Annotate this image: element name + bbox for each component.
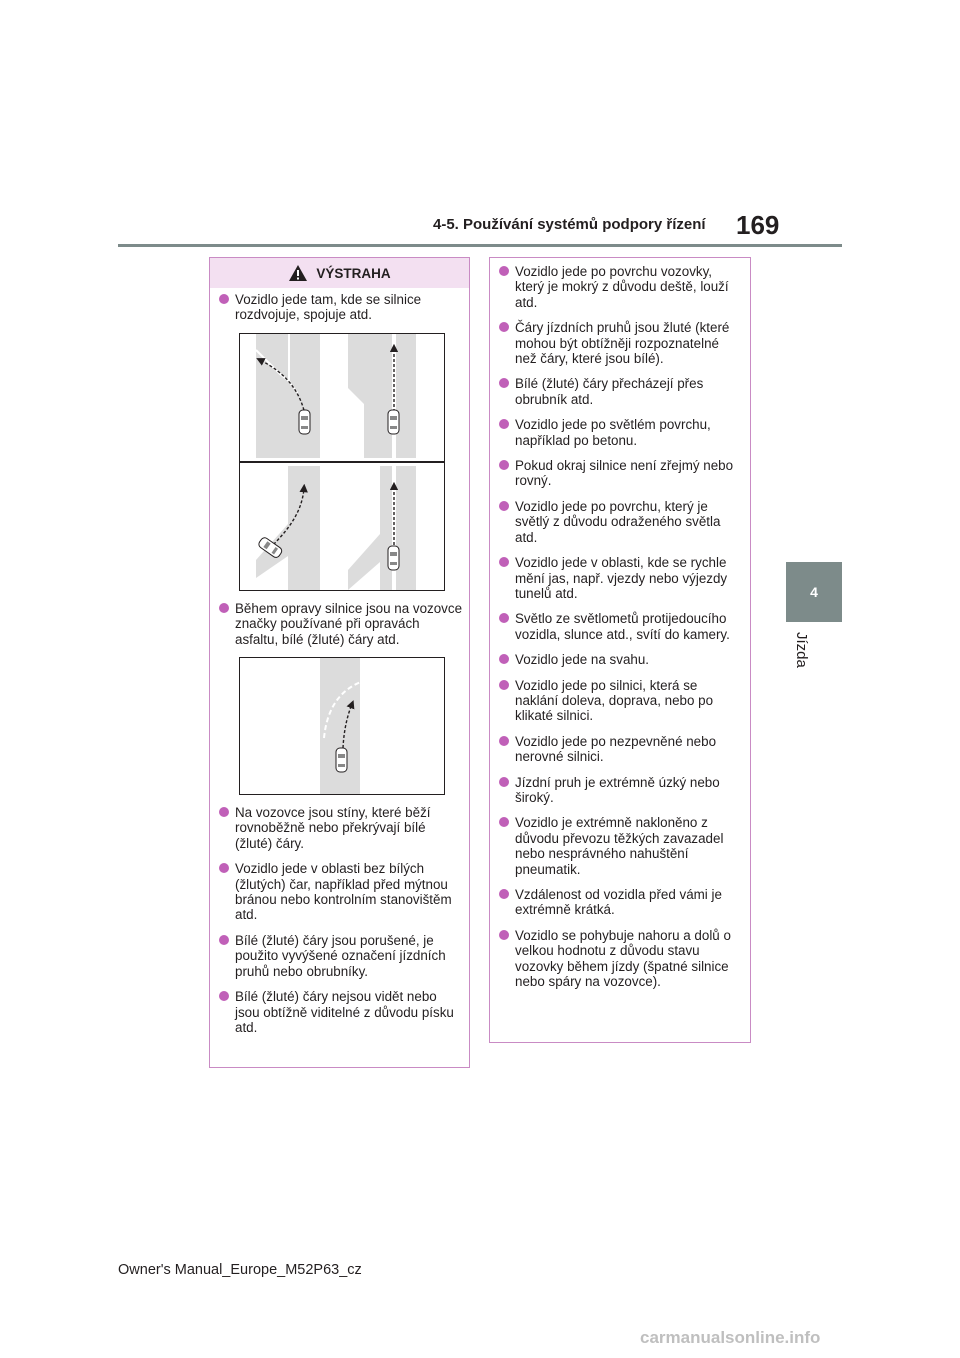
list-item (496, 499, 744, 545)
list-item-text: Vozidlo se pohybuje nahoru a dolů o velkou hodnotu z důvodu stavu vozovky během jízdy (špatné silnice nebo spáry na vozovce). (515, 927, 731, 990)
list-item (496, 887, 744, 918)
bullet-icon (499, 777, 509, 787)
list-item-text: Vozidlo je extrémně nakloněno z důvodu převozu těžkých zavazadel nebo nesprávného nahuštění pneumatik. (515, 815, 724, 877)
list-item (496, 264, 744, 310)
list-item-text: Světlo ze světlometů protijedoucího vozidla, slunce atd., svítí do kamery. (515, 611, 730, 642)
list-item-text: Čáry jízdních pruhů jsou žluté (které mohou být obtížněji rozpoznatelné než čáry, které jsou bílé). (515, 320, 730, 367)
bullet-icon (499, 680, 509, 690)
list-item-text: Během opravy silnice jsou na vozovce značky používané při opravách asfaltu, bílé (žluté) čáry atd. (235, 600, 463, 647)
list-item-text: Vozidlo jede po povrchu, který je světlý z důvodu odraženého světla atd. (515, 498, 721, 545)
list-item-text: Vozidlo jede v oblasti, kde se rychle mění jas, např. vjezdy nebo výjezdy tunelů atd. (515, 555, 728, 601)
list-item (496, 458, 744, 489)
list-item-text: Vozidlo jede po silnici, která se naklání doleva, doprava, nebo po klikaté silnici. (515, 677, 714, 724)
footer-text: Owner's Manual_Europe_M52P63_cz (118, 1262, 362, 1278)
bullet-icon (499, 613, 509, 623)
bullet-icon (499, 557, 509, 567)
list-item (216, 292, 462, 323)
page-number: 169 (736, 210, 780, 240)
list-item (496, 928, 744, 990)
list-item (496, 611, 744, 642)
car-icon (388, 546, 399, 570)
repair-marks-illustration (239, 657, 445, 795)
bullet-icon (499, 266, 509, 276)
list-item (496, 376, 744, 407)
list-item-text: Vozidlo jede tam, kde se silnice rozdvojuje, spojuje atd. (235, 292, 422, 323)
bullet-icon (219, 603, 229, 613)
car-icon (388, 410, 399, 434)
list-item (496, 678, 744, 724)
watermark: carmanualsonline.info (640, 1328, 821, 1347)
bullet-icon (219, 935, 229, 945)
bullet-icon (499, 654, 509, 664)
list-item (216, 989, 462, 1035)
warning-box-left (209, 257, 470, 1068)
list-item (496, 417, 744, 448)
list-item-text: Jízdní pruh je extrémně úzký nebo široký. (515, 774, 720, 805)
list-item (216, 805, 462, 851)
list-item-text: Na vozovce jsou stíny, které běží rovnoběžně nebo překrývají bílé (žluté) čáry. (235, 805, 431, 851)
car-icon (299, 410, 310, 434)
list-item-text: Pokud okraj silnice není zřejmý nebo rovný. (515, 458, 734, 489)
warning-triangle-icon (288, 264, 308, 282)
bullet-icon (499, 460, 509, 470)
bullet-icon (499, 817, 509, 827)
bullet-icon (219, 991, 229, 1001)
list-item (496, 815, 744, 877)
list-item (496, 555, 744, 601)
list-item-text: Bílé (žluté) čáry přecházejí přes obrubník atd. (515, 376, 704, 407)
header-divider (118, 244, 842, 247)
list-item-text: Vozidlo jede po světlém povrchu, například po betonu. (515, 417, 711, 448)
warning-header (210, 258, 469, 288)
car-icon (336, 748, 347, 772)
list-item (216, 861, 462, 923)
warning-title: VÝSTRAHA (316, 265, 391, 281)
bullet-icon (499, 889, 509, 899)
list-item (216, 933, 462, 979)
list-item (496, 652, 744, 667)
list-item-text: Vozidlo jede v oblasti bez bílých (žlutých) čar, například před mýtnou bránou nebo kontrolním stanovištěm atd. (235, 861, 452, 923)
list-item-text: Vozidlo jede po nezpevněné nebo nerovné silnici. (515, 733, 717, 765)
list-item (496, 320, 744, 366)
list-item (496, 775, 744, 806)
list-item (496, 734, 744, 765)
bullet-icon (499, 736, 509, 746)
road-split-merge-illustration (239, 333, 445, 591)
list-item-text: Bílé (žluté) čáry nejsou vidět nebo jsou obtížně viditelné z důvodu písku atd. (235, 989, 454, 1035)
bullet-icon (499, 501, 509, 511)
bullet-icon (219, 294, 229, 304)
list-item-text: Vzdálenost od vozidla před vámi je extrémně krátká. (515, 887, 722, 918)
list-item-text: Bílé (žluté) čáry jsou porušené, je použito vyvýšené označení jízdních pruhů nebo obrubníky. (235, 932, 446, 979)
bullet-icon (219, 863, 229, 873)
bullet-icon (219, 807, 229, 817)
chapter-label (790, 632, 820, 692)
list-item-text: Vozidlo jede na svahu. (515, 652, 650, 668)
bullet-icon (499, 378, 509, 388)
chapter-tab: 4 (786, 562, 842, 622)
section-title: 4-5. Používání systémů podpory řízení (433, 216, 706, 233)
bullet-icon (499, 419, 509, 429)
list-item (216, 601, 462, 647)
chapter-label-text: Jízda (793, 632, 810, 668)
warning-box-right (489, 257, 751, 1043)
list-item-text: Vozidlo jede po povrchu vozovky, který je mokrý z důvodu deště, louží atd. (515, 264, 729, 310)
bullet-icon (499, 930, 509, 940)
bullet-icon (499, 322, 509, 332)
